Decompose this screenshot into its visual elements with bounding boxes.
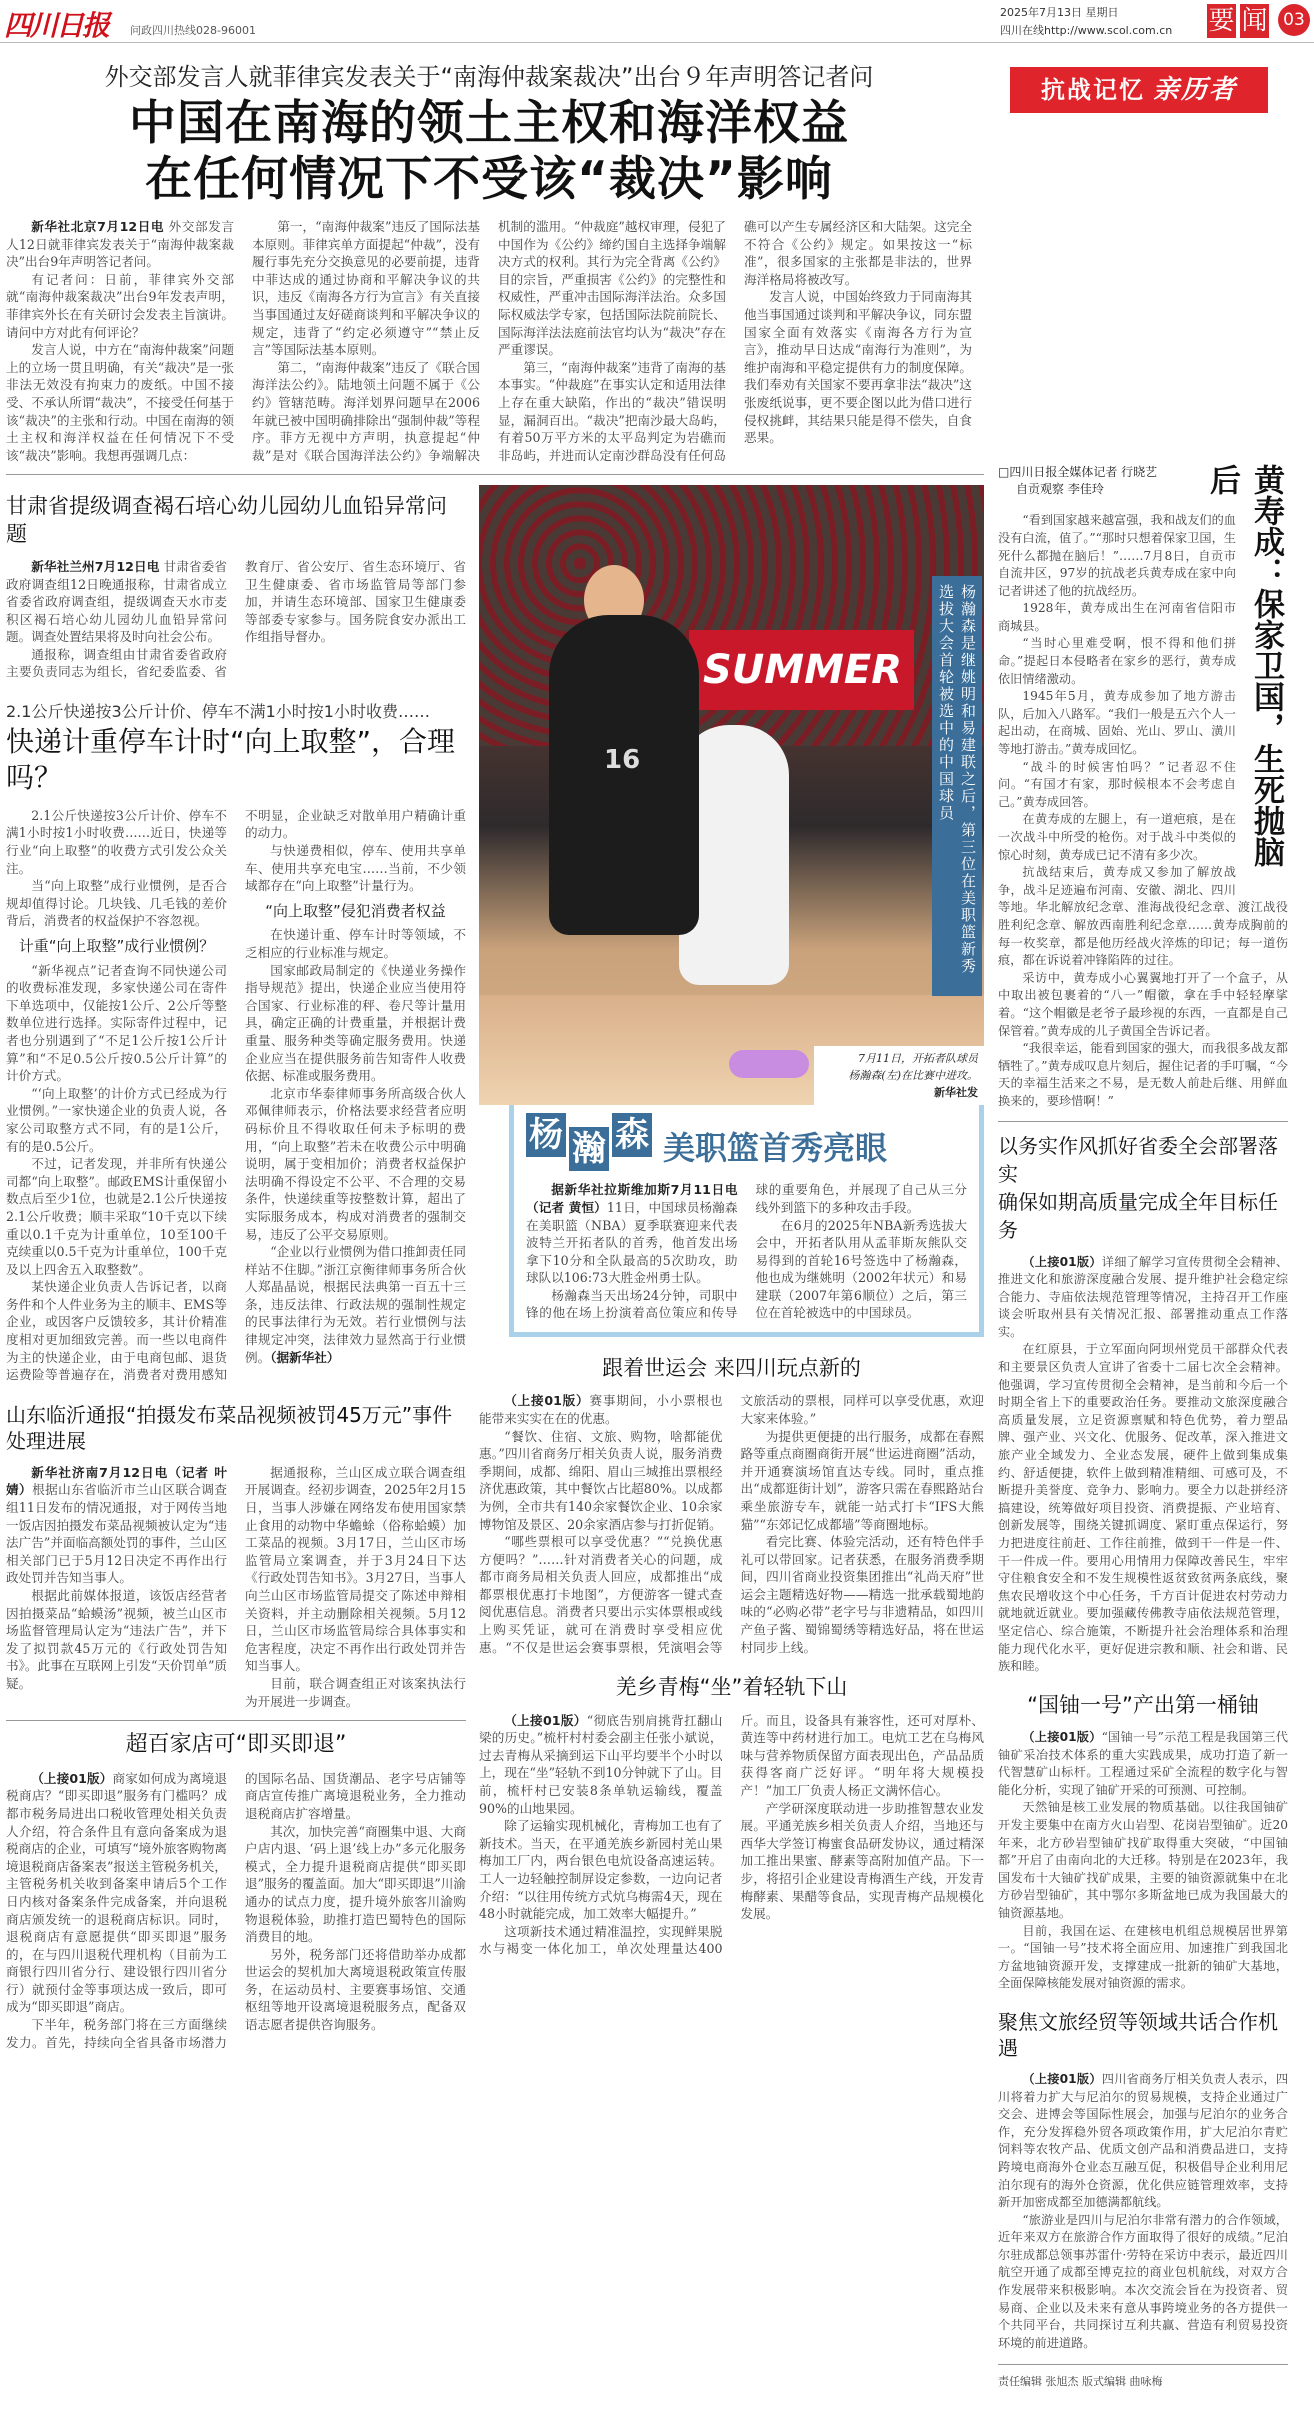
worldgames-article-body xyxy=(479,1392,984,1656)
paragraph: “餐饮、住宿、文旅、购物，啥都能优惠。”四川省商务厅相关负责人说，服务消费季期间，成都、绵阳、眉山三城推出票根经济优惠政策，其中餐饮占比超80%。以成都为例，全市共有140余家餐饮企业、10余家博物馆及景区、20余家酒店参与打折促销。 xyxy=(479,1428,723,1532)
jersey-number: 16 xyxy=(604,745,641,776)
plum-headline: 羌乡青梅“坐”着轻轨下山 xyxy=(615,1675,848,1700)
section-label-char: 要 xyxy=(1208,6,1235,36)
express-article-body xyxy=(6,807,466,1384)
basketball-photo xyxy=(479,485,984,1105)
paragraph xyxy=(6,218,234,271)
divider xyxy=(6,1720,466,1721)
paragraph: 除了运输实现机械化，青梅加工也有了新技术。当天，在平通羌族乡新园村羌山果梅加工厂内，两台银色电炕设备高速运转。工人一边轻触控制屏设定参数，一边向记者介绍：“以往用传统方式炕乌梅需4天，现在48小时就能完成，加工效率大幅提升。” xyxy=(479,1818,723,1922)
linyi-article-body xyxy=(6,1464,466,1710)
paragraph-text: 甘肃省委省政府调查组12日晚通报称，甘肃省成立省委省政府调查组，提级调查天水市麦积区褐石培心幼儿园幼儿血铅异常问题。调查处置结果将及时向社会公布。 xyxy=(6,558,227,645)
paragraph: “新华视点”记者查询不同快递公司的收费标准发现，多家快递公司在寄件下单选项中，仅能按1公斤、2公斤等整数单位进行选择。实际寄件过程中，记者也分别遇到了“不足1公斤按1公斤计算”和“不足0.5公斤按0.5公斤计算”的计价方式。 xyxy=(6,962,227,1084)
paragraph: 在6月的2025年NBA新秀选拔大会中，开拓者队用从孟菲斯灰熊队交易得到的首轮16号签选中了杨瀚森，他也成为继姚明（2002年状元）和易建联（2007年第6顺位）之后，第三位在首轮被选中的中国球员。 xyxy=(755,1217,967,1321)
paragraph-text: “国铀一号”示范工程是我国第三代铀矿采冶技术体系的重大实践成果，成功打造了新一代智慧矿山标杆。工程通过采矿全流程的数字化与智能化分析，实现了铀矿开采的可预测、可控制。 xyxy=(998,1730,1288,1797)
lead-headline-line1: 中国在南海的领土主权和海洋权益 xyxy=(129,96,849,151)
paragraph: 发言人说，中方在“南海仲裁案”问题上的立场一贯且明确，有关“裁决”是一张非法无效没有拘束力的废纸。中国不接受、不承认所谓“裁决”，不接受任何基于该“裁决”的主张和行动。中国在南海的领土主权和海洋权益在任何情况下不受该“裁决”影响。我想再强调几点： xyxy=(6,342,234,463)
paragraph: 通报称，调查组由甘肃省委省政府主要负责同志为组长，省纪委监委、省教育厅、省公安厅、省生态环境厅、省卫生健康委、省市场监管局等部门参加，并请生态环境部、国家卫生健康委等部委专家参与。国务院食安办派出工作组指导督办。 xyxy=(6,558,466,680)
photo-credit: 新华社发 xyxy=(934,1086,978,1100)
paragraph xyxy=(6,1770,227,2016)
paragraph: 发言人说，中国始终致力于同南海其他当事国通过谈判和平解决争议，同东盟国家全面有效落实《南海各方行为宣言》，推动早日达成“南海行为准则”，为维护南海和平稳定提供有力的制度保障。我们奉劝有关国家不要再拿非法“裁决”这张废纸说事，更不要企图以此为借口进行侵权挑衅，其结果只能是得不偿失，自食恶果。 xyxy=(744,289,972,446)
headline-name-char: 瀚 xyxy=(569,1127,609,1171)
masthead xyxy=(0,0,1314,43)
right-column xyxy=(998,464,1288,2389)
source-note: （据新华社） xyxy=(270,1349,340,1365)
photo-caption xyxy=(814,1046,984,1105)
paragraph xyxy=(998,1729,1288,1799)
divider xyxy=(6,474,984,475)
uranium-article-body xyxy=(998,1729,1288,1993)
headline-name-char: 森 xyxy=(612,1113,652,1157)
nepal-article-body xyxy=(998,2071,1288,2353)
paragraph xyxy=(526,1181,738,1287)
headline-name-char: 杨 xyxy=(526,1113,566,1157)
nepal-headline: 聚焦文旅经贸等领域共话合作机遇 xyxy=(998,2009,1278,2060)
dateline: （上接01版） xyxy=(504,1393,590,1409)
uranium-headline: “国铀一号”产出第一桶铀 xyxy=(1027,1692,1259,1717)
dateline: （上接01版） xyxy=(31,1770,113,1786)
paragraph: 第一，“南海仲裁案”违反了国际法基本原则。菲律宾单方面提起“仲裁”，没有履行事先充分交换意见的必要前提，违背中菲达成的通过协商和平解决争议的共识，违反《南海各方行为宣言》有关直接当事国通过友好磋商谈判和平解决争议的规定，违背了“约定必须遵守”“禁止反言”等国际法基本原则。 xyxy=(252,219,480,358)
paragraph-text: 详细了解学习宣传贯彻全会精神、推进文化和旅游深度融合发展、提升维护社会稳定综合能力、寺庙依法规范管理等情况，主持召开工作座谈会听取州县有关情况汇报、部署推动重点工作落实。 xyxy=(998,1254,1289,1339)
paragraph: 在红原县，于立军面向阿坝州党员干部群众代表和主要景区负责人宣讲了省委十二届七次全会精神。他强调，学习宣传贯彻全会精神，是当前和今后一个时期全省上下的重要政治任务。要推动文旅深度融合高质量发展，立足资源禀赋和特色优势，着力塑品牌、强产业、兴文化、优服务、促改革，深入推进文旅产业全域发力、全业态发展，硬件上做到集成集约、舒适便捷，软件上做到精准精细、可感可及，不断提升美誉度、竞争力、影响力。要全力以赴拼经济搞建设，统筹做好项目投资、消费提振、产业培育、创新发展等，围绕关键抓调度、紧盯重点保运行，努力把进度往前赶、工作往前推，做到干一件是一件、干一件成一件。要用心用情用力保障改善民生，牢牢守住粮食安全和不发生规模性返贫致贫两条底线，聚焦农民增收这个中心任务，千方百计促进农村劳动力就地就近就业。要加强藏传佛教寺庙依法规范管理，坚定信心、综合施策，不断提升社会治理体系和治理能力现代化水平，更好促进宗教和顺、社会和谐、民族和睦。 xyxy=(998,1342,1288,1674)
paragraph: “我很幸运，能看到国家的强大，而我很多战友都牺牲了。”黄寿成叹息片刻后，握住记者的手叮嘱，“今天的幸福生活来之不易，是无数人前赴后继、用鲜血换来的，要珍惜啊！” xyxy=(998,1041,1288,1108)
paragraph xyxy=(479,1392,723,1427)
taxrefund-headline: 超百家店可“即买即退” xyxy=(125,1732,347,1758)
paragraph xyxy=(998,1254,1288,1342)
paragraph: 当“向上取整”成行业惯例，是否合规却值得讨论。几块钱、几毛钱的差价背后，消费者的权益保护不容忽视。 xyxy=(6,878,227,929)
issue-date: 2025年7月13日 星期日 xyxy=(1000,6,1119,19)
page-number-badge: 03 xyxy=(1278,4,1310,36)
caption-line: 7月11日，开拓者队球员 xyxy=(858,1052,978,1066)
paragraph-text: 11日，中国球员杨瀚森在美职篮（NBA）夏季联赛迎来代表波特兰开拓者队的首秀，他首发出场拿下10分和全队最高的5次助攻，助球队以106:73大胜金州勇士队。 xyxy=(526,1199,738,1286)
photo-vertical-caption: 杨瀚森是继姚明和易建联之后，第三位在美职篮新秀选拔大会首轮被选中的中国球员 xyxy=(932,576,982,996)
paragraph: “旅游业是四川与尼泊尔非常有潜力的合作领域，近年来双方在旅游合作方面取得了很好的成绩。”尼泊尔驻成都总领事苏雷什·劳特在采访中表示，最近四川航空开通了成都至博克拉的商业包机航线，对双方合作发展带来积极影响。本次交流会旨在为投资者、贸易商、企业以及未来有意从事跨境业务的各方提供一个共同平台，共同探讨互利共赢、营造有利贸易投资环境的前进道路。 xyxy=(998,2212,1288,2350)
paragraph: 根据此前媒体报道，该饭店经营者因拍摄菜品“蛤蟆汤”视频，被兰山区市场监督管理局认定为“违法广告”，并下发了拟罚款45万元的《行政处罚告知书》。此事在互联网上引发“天价罚单”质疑。 xyxy=(6,1588,227,1691)
paragraph: “当时心里难受啊，恨不得和他们拼命。”提起日本侵略者在家乡的恶行，黄寿成依旧情绪激动。 xyxy=(998,636,1236,686)
taxrefund-article-body xyxy=(6,1770,466,2052)
paragraph xyxy=(6,558,227,646)
yang-article-body xyxy=(526,1181,967,1322)
paragraph: “战斗的时候害怕吗？”记者忍不住问。“有国才有家，那时候根本不会考虑自己。”黄寿成回答。 xyxy=(998,759,1236,809)
paragraph: 下半年，税务部门将在三方面继续发力。首先，持续向全省具备市场潜力的国际名品、国货潮品、老字号店铺等商店宣传推广离境退税业务，全力推动退税商店扩容增量。 xyxy=(6,1770,466,2050)
yang-hansen-player xyxy=(549,615,699,935)
express-headline: 快递计重停车计时“向上取整”，合理吗？ xyxy=(6,725,456,795)
paragraph-text: 赛事期间，小小票根也能带来实实在在的优惠。 xyxy=(479,1393,723,1426)
plenum-headline xyxy=(998,1132,1288,1244)
paragraph xyxy=(6,1464,227,1587)
paragraph: 与快递费相似，停车、使用共享单车、使用共享充电宝……当前，不少领域都存在“向上取整”计量行为。 xyxy=(245,843,466,894)
hotline: 问政四川热线028-96001 xyxy=(130,24,256,37)
paragraph: 看完比赛、体验完活动，还有特色伴手礼可以带回家。记者获悉，在服务消费季期间，四川省商业投资集团推出“礼尚天府”世运会主题精选好物——精选一批承载蜀地韵味的“必购必带”老字号与非遗精品，如四川产鱼子酱、蜀锦蜀绣等精选好品，将在世运村同步上线。 xyxy=(740,1534,984,1655)
dateline: （上接01版） xyxy=(504,1712,587,1728)
paragraph-text: “企业以行业惯例为借口推卸责任同样站不住脚。”浙江京衡律师事务所合伙人郑晶晶说，根据民法典第一百五十三条，违反法律、行政法规的强制性规定的民事法律行为无效。若行业惯例与法律规定冲突，法律效力显然高于行业惯例。 xyxy=(245,1244,466,1365)
paragraph: 不过，记者发现，并非所有快递公司都“向上取整”。邮政EMS计重保留小数点后至少1位，也就是2.1公斤快递按2.1公斤收费；顺丰采取“10千克以下续重以0.1千克为计重单位，10至100千克续重以0.5千克为计重单位，100千克及以上四舍五入取整数”。 xyxy=(6,1156,227,1277)
lead-kicker: 外交部发言人就菲律宾发表关于“南海仲裁案裁决”出台９年声明答记者问 xyxy=(104,63,874,91)
editors-credit: 责任编辑 张旭杰 版式编辑 曲咏梅 xyxy=(998,2364,1288,2389)
paragraph: “哪些票根可以享受优惠？”“兑换优惠方便吗？”……针对消费者关心的问题，成都市商务局相关负责人回应，成都推出“成都票根优惠打卡地图”，方便游客一键式查阅优惠信息。消费者只要出示实体票根或线上购买凭证，就可在消费时享受相应优惠。“不仅是世运会赛事票根，凭演唱会等文旅活动的票根，同样可以享受优惠，欢迎大家来体验。” xyxy=(479,1393,984,1655)
yang-headline xyxy=(526,1113,967,1171)
paragraph: 目前，我国在运、在建核电机组总规模居世界第一。“国铀一号”技术将全面应用、加速推广到我国北方盆地铀资源开发，支撑建成一批新的铀矿大基地，全面保障核能发展对铀资源的需求。 xyxy=(998,1923,1288,1991)
section-label-char: 闻 xyxy=(1241,6,1268,36)
dateline: （上接01版） xyxy=(1022,1254,1102,1269)
arena-banner: SUMMER xyxy=(689,630,914,710)
plenum-headline-line: 确保如期高质量完成全年目标任务 xyxy=(998,1189,1278,1242)
banner-script: 亲历者 xyxy=(1152,75,1237,105)
paragraph: 2.1公斤快递按3公斤计价、停车不满1小时按1小时收费……近日，快递等行业“向上取整”的收费方式引发公众关注。 xyxy=(6,807,227,876)
paragraph xyxy=(245,1243,466,1366)
memory-vertical-headline: 黄寿成：保家卫国，生死抛脑后 xyxy=(1204,464,1284,868)
paragraph: 另外，税务部门还将借助举办成都世运会的契机加大离境退税政策宣传服务，在运动员村、主要赛事场馆、交通枢纽等地开设离境退税服务点，配备双语志愿者提供咨询服务。 xyxy=(245,1946,466,2033)
war-memory-banner xyxy=(1010,67,1268,113)
paragraph: 目前，联合调查组正对该案执法行为开展进一步调查。 xyxy=(245,1675,466,1709)
worldgames-headline: 跟着世运会 来四川玩点新的 xyxy=(602,1356,861,1381)
dateline: 新华社北京7月12日电 xyxy=(31,219,165,234)
memory-article xyxy=(998,464,1288,1110)
lead-story xyxy=(0,43,978,464)
headline-rest: 美职篮首秀亮眼 xyxy=(663,1129,888,1168)
plenum-headline-line: 以务实作风抓好省委全会部署落实 xyxy=(998,1133,1278,1186)
lead-article-body xyxy=(6,218,972,464)
plum-article-body xyxy=(479,1712,984,1958)
paragraph-text: 外交部发言人12日就菲律宾发表关于“南海仲裁案裁决”出台9年声明答记者问。 xyxy=(6,219,234,270)
dateline: （上接01版） xyxy=(1022,2071,1102,2086)
banner-text: 抗战记忆 xyxy=(1040,76,1145,104)
caption-line: 杨瀚森(左)在比赛中进攻。 xyxy=(848,1069,978,1083)
newspaper-logo: 四川日报 xyxy=(4,9,109,42)
paragraph-text: “彻底告别肩挑背扛翻山梁的历史。”梳杆村村委会副主任张小斌说，过去青梅从采摘到运下山平均要半个小时以上，现在“坐”轻轨不到10分钟就下了山。目前，梳杆村已安装8条单轨运输线，覆盖90%的山地果园。 xyxy=(479,1712,723,1816)
byline: 自贡观察 李佳玲 xyxy=(1016,482,1104,497)
war-memory-banner-wrap xyxy=(998,43,1268,127)
gansu-article-body xyxy=(6,558,466,681)
paragraph: 抗战结束后，黄寿成又参加了解放战争，战斗足迹遍布河南、安徽、湖北、四川等地。华北解放纪念章、淮海战役纪念章、渡江战役胜利纪念章、解放西南胜利纪念章……黄寿成胸前的每一枚奖章，都是他历经战火淬炼的印记；每一道伤痕，都在诉说着冲锋陷阵的过往。 xyxy=(998,865,1288,968)
paragraph: 采访中，黄寿成小心翼翼地打开了一个盒子，从中取出被包裹着的“八一”帽徽，拿在手中轻轻摩挲着。“这个帽徽是老爷子最珍视的东西，一直都是自己保管着。”黄寿成的儿子黄国全告诉记者。 xyxy=(998,970,1288,1038)
paragraph: 在黄寿成的左腿上，有一道疤痕，是在一次战斗中所受的枪伤。对于战斗中类似的惊心时刻，黄寿成已记不清有多少次。 xyxy=(998,812,1236,862)
linyi-headline: 山东临沂通报“拍摄发布菜品视频被罚45万元”事件处理进展 xyxy=(6,1402,453,1453)
paragraph: 在快递计重、停车计时等领域，不乏相应的行业标准与规定。 xyxy=(245,927,466,960)
paragraph: “看到国家越来越富强，我和战友们的血没有白流，值了。”“那时只想着保家卫国，生死什么都抛在脑后！”……7月8日，自贡市自流井区，97岁的抗战老兵黄寿成在家中向记者讲述了他的抗战经历。 xyxy=(998,513,1236,598)
dateline: 新华社兰州7月12日电 xyxy=(31,558,160,574)
paragraph: 某快递企业负责人告诉记者，以商务件和个人件业务为主的顺丰、EMS等企业，或因客户反馈较多，其计价精准度相对更加细致完善。而一些以电商件为主的快递企业，由于电商包邮、退货运费险等普遍存在，消费者对费用感知不明显，企业缺乏对散单用户精确计重的动力。 xyxy=(6,807,466,1383)
paragraph-text: 商家如何成为离境退税商店？“即买即退”服务有门槛吗？成都市税务局进出口税收管理处相关负责人介绍，符合条件且有意向备案成为退税商店的企业，可填写“境外旅客购物离境退税商店备案表”报送主管税务机关，主管税务机关收到备案申请后5个工作日内核对备案条件完成备案，并向退税商店颁发统一的退税商店标识。同时，退税商店有意愿提供“即买即退”服务的，在与四川退税代理机构（目前为工商银行四川省分行、建设银行四川省分行）就预付金等事项达成一致后，即可成为“即买即退”商店。 xyxy=(6,1770,227,2015)
dateline: 据新华社拉斯维加斯7月11日电（记者 黄恒） xyxy=(526,1182,738,1215)
paragraph: 这项新技术通过精准温控，实现鲜果脱水与褐变一体化加工，单次处理量达400斤。而且，设备具有兼容性，还可对厚朴、黄连等中药材进行加工。电炕工艺在乌梅风味与营养物质保留方面表现出色，产品品质获得客商广泛好评。“明年将大规模投产！”加工厂负责人杨正文满怀信心。 xyxy=(479,1712,984,1957)
paragraph-text: 四川省商务厅相关负责人表示，四川将着力扩大与尼泊尔的贸易规模，支持企业通过广交会、进博会等国际性展会，加强与尼泊尔的业务合作，充分发挥稳外贸各项政策作用，扩大尼泊尔青贮饲料等农牧产品、优质文创产品和消费品进口，支持跨境电商海外仓业态互融互促，积极倡导企业利用尼泊尔现有的海外仓资源，优化供应链管理效率，支持新开加密成都至加德满都航线。 xyxy=(998,2071,1289,2210)
paragraph-text: 根据山东省临沂市兰山区联合调查组11日发布的情况通报，对于网传当地一饭店因拍摄发布菜品视频被认定为“违法广告”并面临高额处罚的事件，兰山区相关部门已于5月12日决定不再作出行政处罚并告知当事人。 xyxy=(6,1482,228,1586)
sneaker xyxy=(729,1050,809,1078)
website[interactable]: 四川在线http://www.scol.com.cn xyxy=(1000,24,1173,37)
yang-article-frame xyxy=(509,1105,984,1337)
paragraph: 天然铀是核工业发展的物质基础。以往我国铀矿开发主要集中在南方火山岩型、花岗岩型铀矿。近20年来，北方砂岩型铀矿找矿取得重大突破，“中国铀都”开启了由南向北的大迁移。特别是在2023年，我国发布十大铀矿找矿成果，主要的铀资源就集中在北方砂岩型铀矿，其中鄂尔多斯盆地已成为我国最大的铀资源基地。 xyxy=(998,1800,1288,1920)
paragraph: 国家邮政局制定的《快递业务操作指导规范》提出，快递企业应当使用符合国家、行业标准的秤、卷尺等计量用具，确定正确的计费重量，并根据计费重量、服务种类等确定服务费用。快递企业应当在提供服务前告知寄件人收费依据、标准或服务费用。 xyxy=(245,962,466,1084)
plenum-article-body xyxy=(998,1254,1288,1676)
paragraph xyxy=(998,2071,1288,2212)
paragraph: 1945年5月，黄寿成参加了地方游击队，后加入八路军。“我们一般是五六个人一起出动，在商城、固始、光山、罗山、潢川等地打游击。”黄寿成回忆。 xyxy=(998,689,1236,757)
paragraph xyxy=(479,1712,723,1818)
paragraph: 北京市华泰律师事务所高级合伙人邓佩律师表示，价格法要求经营者应明码标价且不得收取任何未予标明的费用，“向上取整”若未在收费公示中明确说明，属于变相加价；消费者权益保护法明确不得设定不公平、不合理的交易条件，快递续重等按整数计算，超出了实际服务成本，构成对消费者的强制交易，违反了公平交易原则。 xyxy=(245,1085,466,1242)
dateline: （上接01版） xyxy=(1022,1730,1102,1745)
paragraph: 杨瀚森当天出场24分钟，司职中锋的他在场上扮演着高位策应和传导球的重要角色，并展现了自己从三分线外到篮下的多种攻击手段。 xyxy=(526,1182,967,1321)
paragraph: 为提供更便捷的出行服务，成都在春熙路等重点商圈商街开展“世运进商圈”活动，并开通赛演场馆直达专线。同时，重点推出“成都逛街计划”，游客只需在春熙路站台乘坐旅游专车，就能一站式打卡“IFS大熊猫”“东郊记忆成都墙”等商圈地标。 xyxy=(740,1428,984,1532)
subheading: 计重“向上取整”成行业惯例？ xyxy=(18,937,215,955)
lead-headline-line2: 在任何情况下不受该“裁决”影响 xyxy=(145,152,833,207)
paragraph: “‘向上取整’的计价方式已经成为行业惯例。”一家快递企业的负责人说，各家公司取整方式不同，有的是1公斤，有的是0.5公斤。 xyxy=(6,1085,227,1154)
divider xyxy=(998,1121,1288,1122)
subheading: “向上取整”侵犯消费者权益 xyxy=(265,901,446,920)
express-kicker: 2.1公斤快递按3公斤计价、停车不满1小时按1小时收费…… xyxy=(6,702,430,722)
paragraph: 第二，“南海仲裁案”违反了《联合国海洋法公约》。陆地领土问题不属于《公约》管辖范畴。海洋划界问题早在2006年就已被中国明确排除出“强制仲裁”等程序。菲方无视中方声明，执意提起“仲裁”是对《联合国海洋法公约》争端解决机制的滥用。“仲裁庭”越权审理，侵犯了中国作为《公约》缔约国自主选择争端解决方式的权利。其行为完全背离《公约》目的宗旨，严重损害《公约》的完整性和权威性，严重冲击国际海洋法治。众多国际权威法学专家，包括国际法院前院长、国际海洋法法庭前法官均认为“裁决”存在严重谬误。 xyxy=(252,219,726,463)
paragraph: 产学研深度联动进一步助推智慧农业发展。平通羌族乡相关负责人介绍，当地还与西华大学签订梅蜜食品研发协议，通过精深加工推出果蜜、酵素等高附加值产品。下一步，将招引企业建设青梅酒生产线，开发青梅酵素、果醋等食品，实现青梅产品规模化发展。 xyxy=(740,1800,984,1922)
paragraph: 有记者问：日前，菲律宾外交部就“南海仲裁案裁决”出台9年发表声明，菲律宾外长在有关研讨会发表主旨演讲。请问中方对此有何评论？ xyxy=(6,271,234,340)
paragraph: 据通报称，兰山区成立联合调查组开展调查。经初步调查，2025年2月15日，当事人涉嫌在网络发布使用国家禁止食用的动物中华蟾蜍（俗称蛤蟆）加工菜品的视频。3月17日，兰山区市场监管局立案调查，并于3月24日下达《行政处罚告知书》。3月27日，当事人向兰山区市场监管局提交了陈述申辩相关资料，并主动删除相关视频。5月12日，兰山区市场监管局综合具体事实和危害程度，决定不再作出行政处罚并告知当事人。 xyxy=(245,1464,466,1674)
paragraph: 1928年，黄寿成出生在河南省信阳市商城县。 xyxy=(998,601,1236,633)
paragraph: 第三，“南海仲裁案”违背了南海的基本事实。“仲裁庭”在事实认定和适用法律上存在重大缺陷，作出的“裁决”错误明显，漏洞百出。“裁决”把南沙最大岛屿，有着50万平方米的太平岛判定为岩礁而非岛屿，并进而认定南沙群岛没有任何岛礁可以产生专属经济区和大陆架。这完全不符合《公约》规定。如果按这一“标准”，很多国家的主张都是非法的，世界海洋格局将被改写。 xyxy=(498,219,972,463)
gansu-headline: 甘肃省提级调查褐石培心幼儿园幼儿血铅异常问题 xyxy=(6,494,447,546)
dateline: 新华社济南7月12日电（记者 叶婧） xyxy=(6,1464,227,1498)
byline: □四川日报全媒体记者 行晓艺 xyxy=(998,465,1158,480)
paragraph: 其次，加快完善“商圈集中退、大商户店内退、‘码上退’线上办”多元化服务模式，全力提升退税商店提供“即买即退”服务的覆盖面。加大“即买即退”川渝通办的试点力度，提升境外旅客川渝购物退税体验，助推打造巴蜀特色的国际消费目的地。 xyxy=(245,1823,466,1945)
